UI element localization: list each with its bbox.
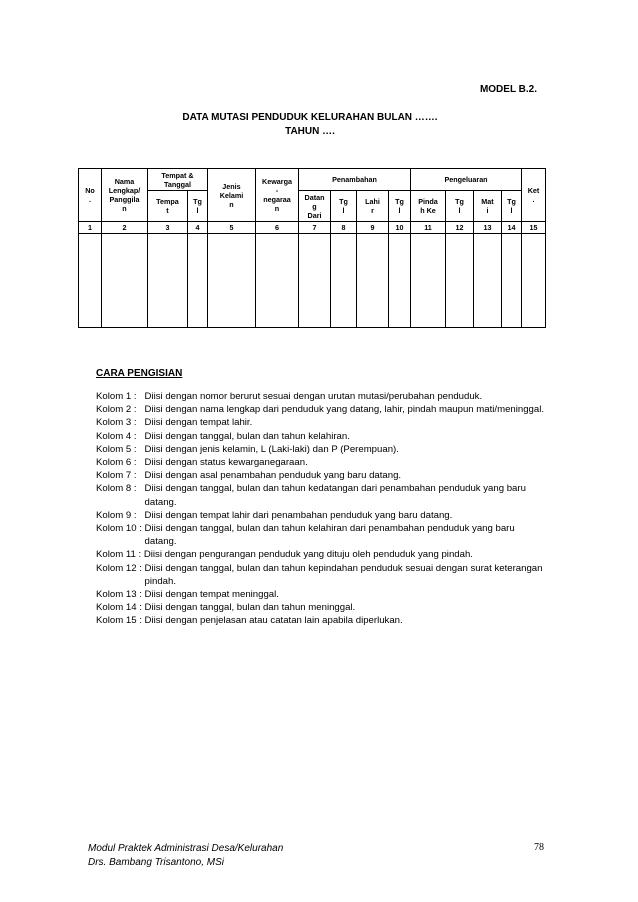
column-number: 11 (411, 222, 446, 234)
column-number: 1 (79, 222, 102, 234)
instruction-item (96, 482, 546, 508)
empty-cell (208, 234, 256, 328)
instruction-list (96, 390, 546, 628)
footer-author: Drs. Bambang Trisantono, MSi (88, 857, 224, 868)
empty-cell (389, 234, 411, 328)
header-mati: Mat i (474, 191, 502, 222)
column-number: 2 (102, 222, 148, 234)
empty-cell (79, 234, 102, 328)
instruction-label: Kolom 11 : (96, 549, 144, 561)
instruction-label: Kolom 7 : (96, 470, 145, 482)
column-number: 8 (331, 222, 357, 234)
instruction-label: Kolom 15 : (96, 615, 145, 627)
header-penambahan: Penambahan (299, 169, 411, 191)
column-number: 15 (522, 222, 546, 234)
column-number-row (79, 222, 546, 234)
empty-cell (148, 234, 188, 328)
empty-cell (299, 234, 331, 328)
header-tgl-lahir-2: Tg l (389, 191, 411, 222)
empty-cell (411, 234, 446, 328)
instruction-item (96, 562, 546, 588)
instruction-label: Kolom 9 : (96, 509, 145, 521)
header-nama: Nama Lengkap/ Panggila n (102, 169, 148, 222)
instruction-text: Diisi dengan pengurangan penduduk yang dituju oleh penduduk yang pindah. (143, 549, 473, 561)
instruction-item (96, 509, 546, 522)
header-lahir: Lahi r (357, 191, 389, 222)
table-body-row (79, 234, 546, 328)
empty-cell (256, 234, 299, 328)
header-pengeluaran: Pengeluaran (411, 169, 522, 191)
instruction-text: Diisi dengan tempat meninggal. (144, 589, 279, 601)
section-title: CARA PENGISIAN (96, 368, 183, 379)
footer-module-title: Modul Praktek Administrasi Desa/Kelurahan (88, 843, 284, 854)
instruction-label: Kolom 5 : (96, 443, 145, 455)
instruction-label: Kolom 12 : (96, 562, 145, 574)
instruction-text: Diisi dengan asal penambahan penduduk yang baru datang. (144, 470, 402, 482)
instruction-label: Kolom 8 : (96, 483, 145, 495)
instruction-label: Kolom 13 : (96, 589, 145, 601)
column-number: 14 (502, 222, 522, 234)
empty-cell (474, 234, 502, 328)
header-no: No . (79, 169, 102, 222)
instruction-label: Kolom 4 : (96, 430, 145, 442)
instruction-item (96, 601, 546, 614)
instruction-label: Kolom 6 : (96, 457, 145, 469)
header-tempat-tanggal: Tempat & Tanggal (148, 169, 208, 191)
instruction-text: Diisi dengan tanggal, bulan dan tahun kelahiran dari penambahan penduduk yang baru datang. (144, 523, 515, 548)
instruction-text: Diisi dengan tanggal, bulan dan tahun kelahiran. (144, 430, 350, 442)
header-tempat: Tempa t (148, 191, 188, 222)
instruction-item (96, 416, 546, 429)
header-tgl-lahir: Tg l (188, 191, 208, 222)
instruction-label: Kolom 2 : (96, 404, 145, 416)
instruction-text: Diisi dengan nama lengkap dari penduduk yang datang, lahir, pindah maupun mati/meninggal. (144, 404, 545, 416)
instruction-text: Diisi dengan tanggal, bulan dan tahun meninggal. (144, 602, 356, 614)
instruction-label: Kolom 3 : (96, 417, 145, 429)
footer (88, 842, 283, 870)
title-line-1: DATA MUTASI PENDUDUK KELURAHAN BULAN ……. (182, 112, 438, 123)
instruction-item (96, 548, 546, 561)
instruction-item (96, 456, 546, 469)
header-tgl-datang: Tg l (331, 191, 357, 222)
instruction-text: Diisi dengan tanggal, bulan dan tahun kedatangan dari penambahan penduduk yang baru datang. (144, 483, 526, 508)
empty-cell (502, 234, 522, 328)
empty-cell (522, 234, 546, 328)
instruction-item (96, 430, 546, 443)
instruction-text: Diisi dengan tanggal, bulan dan tahun kepindahan penduduk sesuai dengan surat keterangan pindah. (144, 562, 543, 587)
instruction-label: Kolom 1 : (96, 391, 145, 402)
instruction-item (96, 614, 546, 627)
instruction-label: Kolom 10 : (96, 523, 145, 535)
column-number: 5 (208, 222, 256, 234)
header-ket: Ket . (522, 169, 546, 222)
header-pindah-ke: Pinda h Ke (411, 191, 446, 222)
header-datang-dari: Datan g Dari (299, 191, 331, 222)
empty-cell (446, 234, 474, 328)
empty-cell (331, 234, 357, 328)
instruction-item (96, 522, 546, 548)
header-tgl-mati: Tg l (502, 191, 522, 222)
instruction-text: Diisi dengan jenis kelamin, L (Laki-laki) dan P (Perempuan). (144, 443, 399, 455)
empty-cell (188, 234, 208, 328)
model-label: MODEL B.2. (479, 84, 537, 95)
instruction-text: Diisi dengan tempat lahir dari penambahan penduduk yang baru datang. (144, 509, 453, 521)
column-number: 6 (256, 222, 299, 234)
column-number: 9 (357, 222, 389, 234)
column-number: 12 (446, 222, 474, 234)
instruction-label: Kolom 14 : (96, 602, 145, 614)
instruction-item (96, 390, 546, 403)
header-kewarganegaraan: Kewarga - negaraa n (256, 169, 299, 222)
instruction-text: Diisi dengan status kewarganegaraan. (144, 457, 308, 469)
instruction-text: Diisi dengan tempat lahir. (144, 417, 253, 429)
mutation-table (78, 168, 546, 328)
instruction-item (96, 469, 546, 482)
page-number: 78 (534, 842, 544, 853)
instruction-item (96, 443, 546, 456)
header-tgl-pindah: Tg l (446, 191, 474, 222)
instruction-text: Diisi dengan penjelasan atau catatan lain apabila diperlukan. (144, 615, 403, 627)
document-title (150, 111, 470, 139)
column-number: 13 (474, 222, 502, 234)
instruction-item (96, 588, 546, 601)
column-number: 3 (148, 222, 188, 234)
column-number: 4 (188, 222, 208, 234)
column-number: 10 (389, 222, 411, 234)
empty-cell (357, 234, 389, 328)
instruction-text: Diisi dengan nomor berurut sesuai dengan urutan mutasi/perubahan penduduk. (144, 391, 483, 402)
instruction-item (96, 403, 546, 416)
title-line-2: TAHUN …. (285, 126, 335, 137)
header-jenis-kelamin: Jenis Kelami n (208, 169, 256, 222)
empty-cell (102, 234, 148, 328)
column-number: 7 (299, 222, 331, 234)
